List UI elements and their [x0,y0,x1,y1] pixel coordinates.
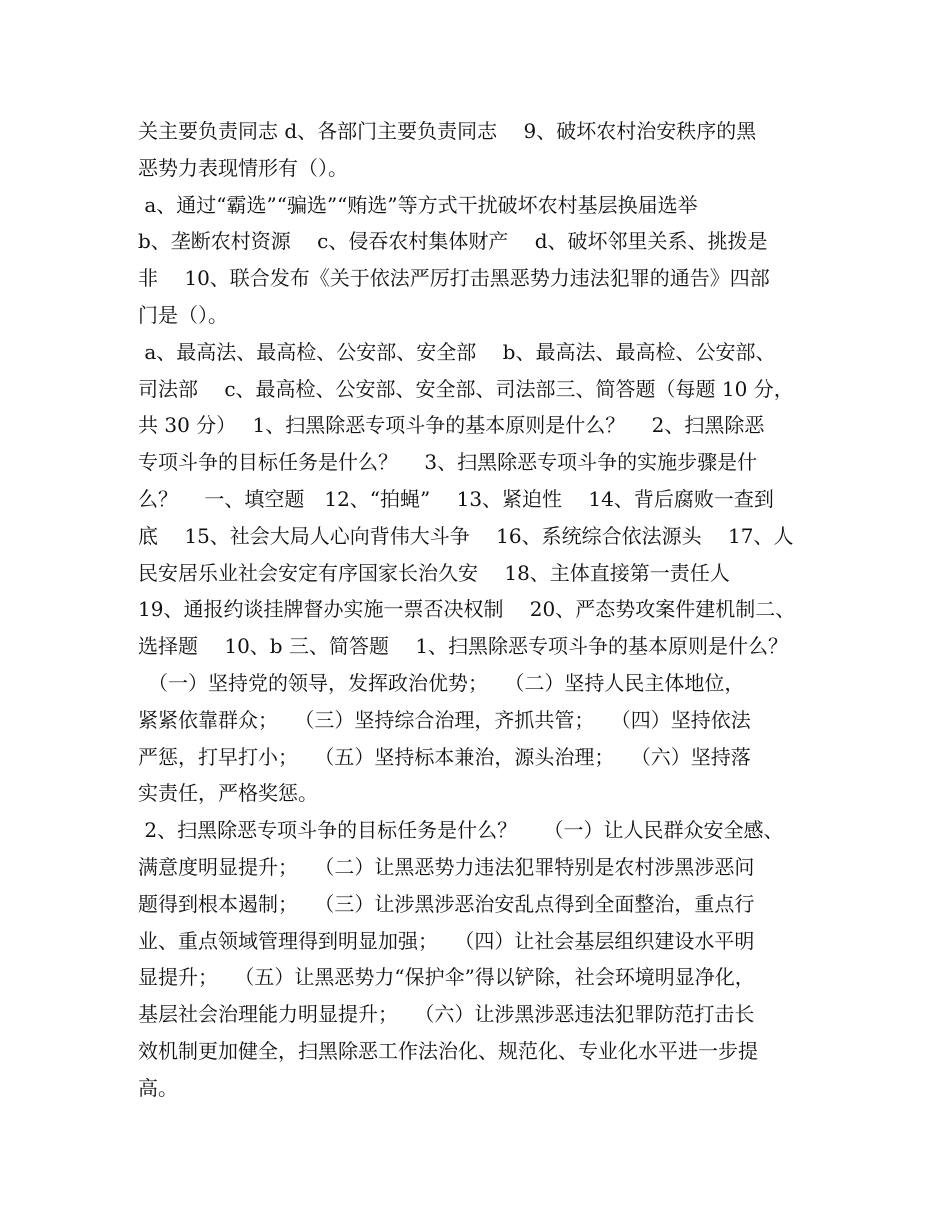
text-line: 民安居乐业社会安定有序国家长治久安 18、主体直接第一责任人 [138,560,730,585]
text-line: 司法部 c、最高检、公安部、安全部、司法部三、简答题（每题 10 分， [138,376,794,401]
text-line: 紧紧依靠群众； （三）坚持综合治理，齐抓共管； （四）坚持依法 [138,707,751,732]
text-line: （一）坚持党的领导，发挥政治优势； （二）坚持人民主体地位， [138,670,745,695]
text-line: 关主要负责同志 d、各部门主要负责同志 9、破坏农村治安秩序的黑 [138,119,757,143]
text-line: 高。 [138,1075,178,1100]
text-line: 选择题 10、b 三、简答题 1、扫黑除恶专项斗争的基本原则是什么？ [138,634,789,659]
text-line: 满意度明显提升； （二）让黑恶势力违法犯罪特别是农村涉黑涉恶问 [138,854,755,879]
text-line: 恶势力表现情形有（）。 [138,155,348,180]
text-line: 非 10、联合发布《关于依法严厉打击黑恶势力违法犯罪的通告》四部 [138,266,770,291]
text-line: 严惩，打早打小； （五）坚持标本兼治，源头治理； （六）坚持落 [138,744,751,769]
text-line: 底 15、社会大局人心向背伟大斗争 16、系统综合依法源头 17、人 [138,523,794,548]
text-line: 效机制更加健全，扫黑除恶工作法治化、规范化、专业化水平进一步提 [138,1038,758,1063]
text-line: 业、重点领域管理得到明显加强； （四）让社会基层组织建设水平明 [138,928,755,953]
document-body [138,113,828,1107]
text-line: 专项斗争的目标任务是什么？ 3、扫黑除恶专项斗争的实施步骤是什 [138,450,758,475]
text-line: 么？ 一、填空题 12、“拍蝇” 13、紧迫性 14、背后腐败一查到 [138,486,774,511]
text-line: 显提升； （五）让黑恶势力“保护伞”得以铲除，社会环境明显净化， [138,965,755,990]
text-line: 2、扫黑除恶专项斗争的目标任务是什么？ （一）让人民群众安全感、 [138,818,784,843]
text-line: a、最高法、最高检、公安部、安全部 b、最高法、最高检、公安部、 [138,339,776,364]
text-line: 基层社会治理能力明显提升； （六）让涉黑涉恶违法犯罪防范打击长 [138,1002,755,1027]
text-line: 门是（）。 [138,302,228,327]
text-line: b、垄断农村资源 c、侵吞农村集体财产 d、破坏邻里关系、挑拨是 [138,229,768,254]
text-line: 题得到根本遏制； （三）让涉黑涉恶治安乱点得到全面整治，重点行 [138,891,755,916]
text-line: 实责任，严格奖惩。 [138,781,318,806]
text-line: a、通过“霸选”“骗选”“贿选”等方式干扰破坏农村基层换届选举 [138,192,698,217]
text-line: 共 30 分） 1、扫黑除恶专项斗争的基本原则是什么？ 2、扫黑除恶 [138,413,765,438]
text-line: 19、通报约谈挂牌督办实施一票否决权制 20、严态势攻案件建机制二、 [138,597,796,622]
